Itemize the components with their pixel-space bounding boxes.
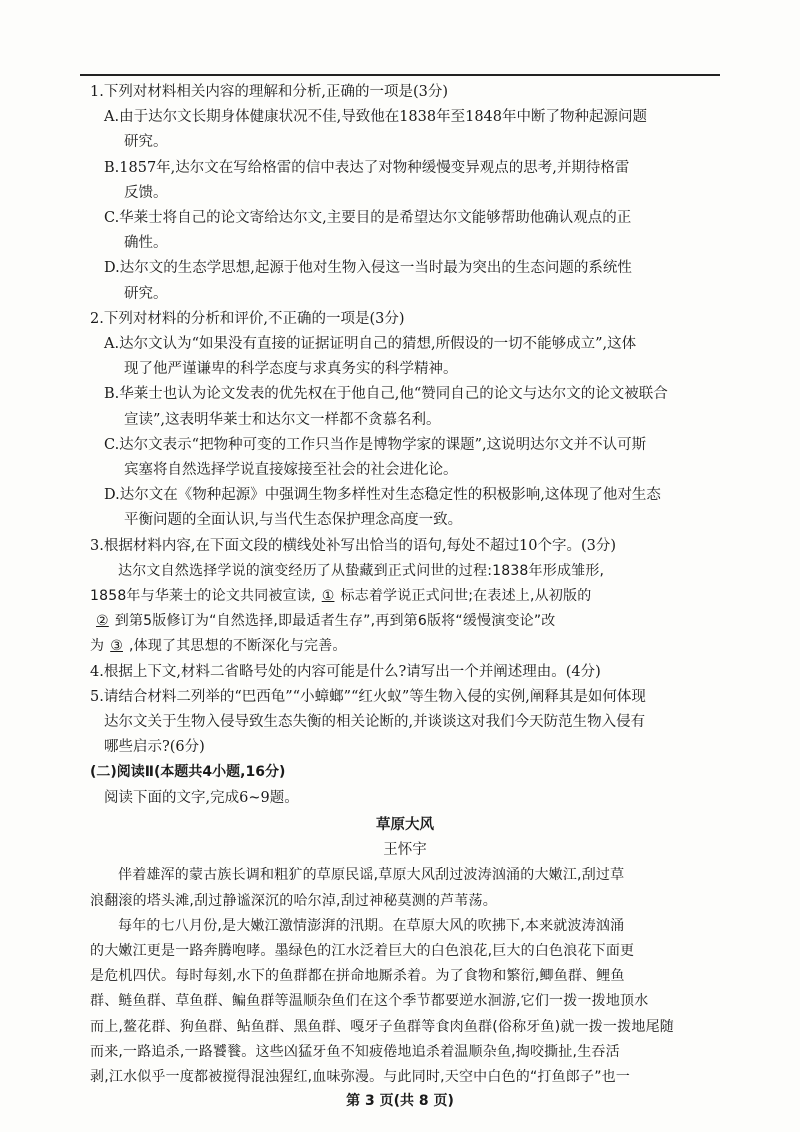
- essay-p2-line-6: 而来,一路追杀,一路饕餮。这些凶猛牙鱼不知疲倦地追杀着温顺杂鱼,掏咬撕扯,生吞活: [90, 1043, 620, 1060]
- question-5-cont-2: 哪些启示?(6分): [104, 739, 205, 756]
- q1-option-c: C.华莱士将自己的论文寄给达尔文,主要目的是希望达尔文能够帮助他确认观点的正: [104, 210, 632, 227]
- essay-p1-line-2: 浪翻滚的塔头滩,刮过静谧深沉的哈尔淖,刮过神秘莫测的芦苇荡。: [90, 892, 497, 909]
- q1-option-a-cont: 研究。: [124, 134, 168, 151]
- essay-body: [90, 863, 720, 1090]
- q2-option-d: D.达尔文在《物种起源》中强调生物多样性对生态稳定性的积极影响,这体现了他对生态: [104, 487, 661, 504]
- q3-line3-text: 到第5版修订为“自然选择,即最适者生存”,再到第6版将“缓慢演变论”改: [114, 613, 556, 630]
- q3-line4-text-b: ,体现了其思想的不断深化与完善。: [128, 638, 347, 655]
- question-5-stem: 5.请结合材料二列举的“巴西龟”“小蟑螂”“红火蚁”等生物入侵的实例,阐释其是如何体现: [90, 688, 646, 705]
- q2-option-c-cont: 宾塞将自然选择学说直接嫁接至社会的社会进化论。: [124, 462, 458, 479]
- q1-option-d-cont: 研究。: [124, 285, 168, 302]
- essay-p2-line-1: 每年的七八月份,是大嫩江激情澎湃的汛期。在草原大风的吹拂下,本来就波涛汹涌: [118, 917, 625, 934]
- question-2-stem: 2.下列对材料的分析和评价,不正确的一项是(3分): [90, 310, 405, 327]
- q1-option-c-cont: 确性。: [124, 235, 168, 252]
- essay-p2-line-4: 群、鲢鱼群、草鱼群、鳊鱼群等温顺杂鱼们在这个季节都要逆水洄游,它们一拨一拨地顶水: [90, 993, 649, 1010]
- q1-option-d: D.达尔文的生态学思想,起源于他对生物入侵这一当时最为突出的生态问题的系统性: [104, 260, 632, 277]
- q3-passage-line-1: 达尔文自然选择学说的演变经历了从蛰藏到正式问世的过程:1838年形成雏形,: [118, 562, 605, 579]
- page-footer: 第 3 页(共 8 页): [346, 1093, 454, 1109]
- essay-p2-line-2: 的大嫩江更是一路奔腾咆哮。墨绿色的江水泛着巨大的白色浪花,巨大的白色浪花下面更: [90, 942, 635, 959]
- q3-line2-text-b: 标志着学说正式问世;在表述上,从初版的: [340, 588, 592, 605]
- essay-p1-line-1: 伴着雄浑的蒙古族长调和粗犷的草原民谣,草原大风刮过波涛汹涌的大嫩江,刮过草: [118, 867, 625, 884]
- q2-option-c: C.达尔文表示“把物种可变的工作只当作是博物学家的课题”,这说明达尔文并不认可斯: [104, 436, 647, 453]
- section-2-heading: (二)阅读Ⅱ(本题共4小题,16分): [90, 764, 286, 781]
- essay-p2-line-5: 而上,鳌花群、狗鱼群、鲇鱼群、黑鱼群、嘎牙子鱼群等食肉鱼群(俗称牙鱼)就一拨一拨地尾随: [90, 1018, 674, 1035]
- q1-option-b: B.1857年,达尔文在写给格雷的信中表达了对物种缓慢变异观点的思考,并期待格雷: [104, 159, 630, 176]
- essay-p2-line-3: 是危机四伏。每时每刻,水下的鱼群都在拼命地厮杀着。为了食物和繁衍,鲫鱼群、鲤鱼: [90, 968, 625, 985]
- q3-blank-1[interactable]: ①: [321, 588, 335, 605]
- q3-blank-3[interactable]: ③: [110, 638, 123, 655]
- q1-option-b-cont: 反馈。: [124, 184, 168, 201]
- q2-option-a-cont: 现了他严谨谦卑的科学态度与求真务实的科学精神。: [124, 361, 458, 378]
- essay-title: 草原大风: [376, 816, 434, 833]
- q3-line2-text-a: 1858年与华莱士的论文共同被宣读,: [90, 588, 316, 605]
- section-2-instruction: 阅读下面的文字,完成6~9题。: [104, 789, 299, 806]
- q3-blank-2[interactable]: ②: [96, 613, 109, 630]
- exam-page: [90, 80, 720, 1090]
- q2-option-d-cont: 平衡问题的全面认识,与当代生态保护理念高度一致。: [124, 512, 463, 529]
- essay-author: 王怀宇: [383, 842, 427, 859]
- question-1-stem: 1.下列对材料相关内容的理解和分析,正确的一项是(3分): [90, 84, 448, 100]
- q3-passage-line-2: [90, 584, 720, 609]
- q2-option-b-cont: 宣读”,这表明华莱士和达尔文一样都不贪慕名利。: [124, 411, 441, 428]
- essay-p2-line-7: 剥,江水似乎一度都被搅得混浊猩红,血味弥漫。与此同时,天空中白色的“打鱼郎子”也一: [90, 1068, 631, 1085]
- top-rule: [80, 74, 720, 76]
- q2-option-b: B.华莱士也认为论文发表的优先权在于他自己,他“赞同自己的论文与达尔文的论文被联合: [104, 386, 668, 403]
- q3-passage-line-3: [90, 609, 720, 634]
- question-5-cont-1: 达尔文关于生物入侵导致生态失衡的相关论断的,并谈谈这对我们今天防范生物入侵有: [104, 714, 646, 731]
- question-4-stem: 4.根据上下文,材料二省略号处的内容可能是什么?请写出一个并阐述理由。(4分): [90, 663, 601, 680]
- q3-passage-line-4: [90, 634, 720, 659]
- q1-option-a: A.由于达尔文长期身体健康状况不佳,导致他在1838年至1848年中断了物种起源问题: [104, 109, 647, 126]
- q3-line4-text-a: 为: [90, 638, 105, 655]
- question-3-stem: 3.根据材料内容,在下面文段的横线处补写出恰当的语句,每处不超过10个字。(3分): [90, 537, 617, 554]
- q2-option-a: A.达尔文认为“如果没有直接的证据证明自己的猜想,所假设的一切不能够成立”,这体: [104, 336, 637, 353]
